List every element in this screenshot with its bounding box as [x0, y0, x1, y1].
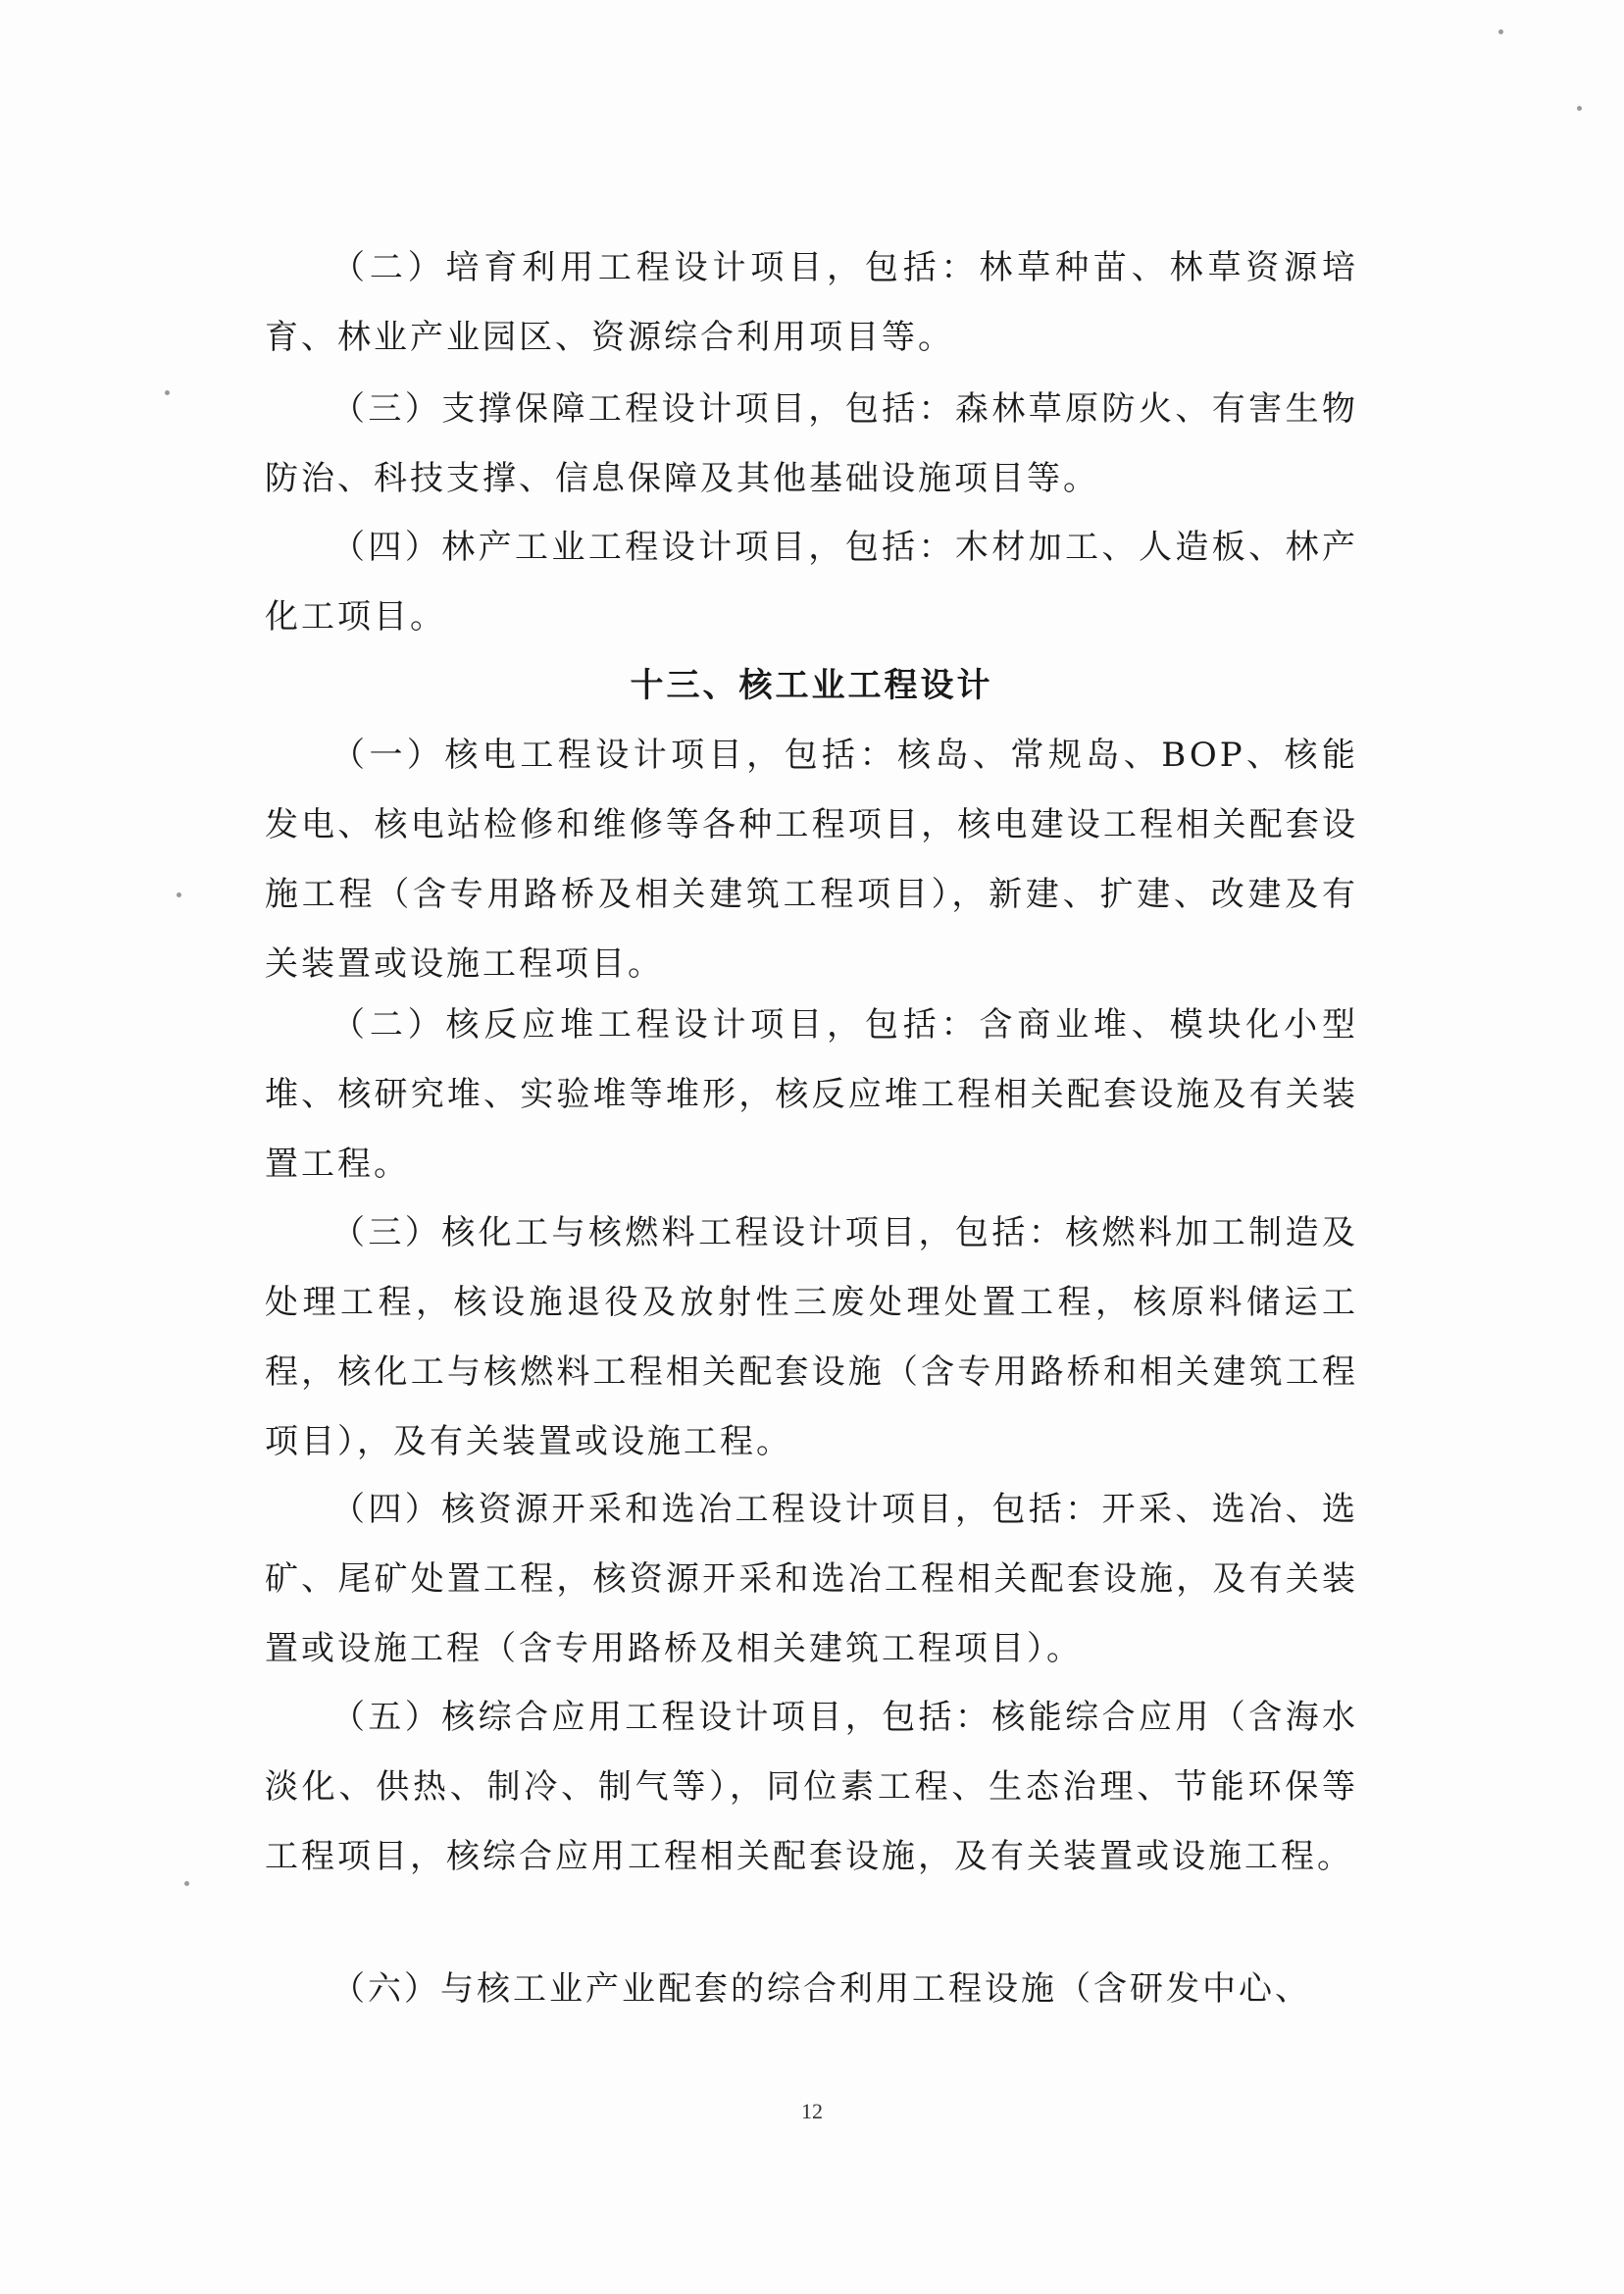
page-number: 12 [801, 2099, 823, 2123]
paragraph-supporting-facilities: （六）与核工业产业配套的综合利用工程设施（含研发中心、 [331, 1969, 1311, 2009]
scan-speck [165, 390, 170, 395]
scan-speck [1498, 29, 1503, 34]
paragraph-cultivation-projects: （二）培育利用工程设计项目，包括：林草种苗、林草资源培育、林业产业园区、资源综合利用项目等。 [265, 248, 1358, 357]
section-heading: 十三、核工业工程设计 [630, 666, 993, 705]
paragraph-forest-industry-projects: （四）林产工业工程设计项目，包括：木材加工、人造板、林产化工项目。 [265, 528, 1358, 637]
paragraph-nuclear-fuel: （三）核化工与核燃料工程设计项目，包括：核燃料加工制造及处理工程，核设施退役及放射性三废处理处置工程，核原料储运工程，核化工与核燃料工程相关配套设施（含专用路桥和相关建筑工程项目），及有关装置或设施工程。 [265, 1213, 1358, 1461]
paragraph-nuclear-resources: （四）核资源开采和选冶工程设计项目，包括：开采、选冶、选矿、尾矿处置工程，核资源开采和选冶工程相关配套设施，及有关装置或设施工程（含专用路桥及相关建筑工程项目）。 [265, 1490, 1358, 1668]
scan-speck [184, 1881, 189, 1886]
scan-speck [177, 892, 181, 897]
paragraph-nuclear-reactor: （二）核反应堆工程设计项目，包括：含商业堆、模块化小型堆、核研究堆、实验堆等堆形，核反应堆工程相关配套设施及有关装置工程。 [265, 1005, 1358, 1184]
scan-speck [1577, 106, 1582, 111]
paragraph-nuclear-applications: （五）核综合应用工程设计项目，包括：核能综合应用（含海水淡化、供热、制冷、制气等），同位素工程、生态治理、节能环保等工程项目，核综合应用工程相关配套设施，及有关装置或设施工程。 [265, 1698, 1358, 1876]
paragraph-nuclear-power: （一）核电工程设计项目，包括：核岛、常规岛、BOP、核能发电、核电站检修和维修等各种工程项目，核电建设工程相关配套设施工程（含专用路桥及相关建筑工程项目），新建、扩建、改建及有关装置或设施工程项目。 [265, 736, 1358, 984]
paragraph-support-projects: （三）支撑保障工程设计项目，包括：森林草原防火、有害生物防治、科技支撑、信息保障及其他基础设施项目等。 [265, 389, 1358, 498]
